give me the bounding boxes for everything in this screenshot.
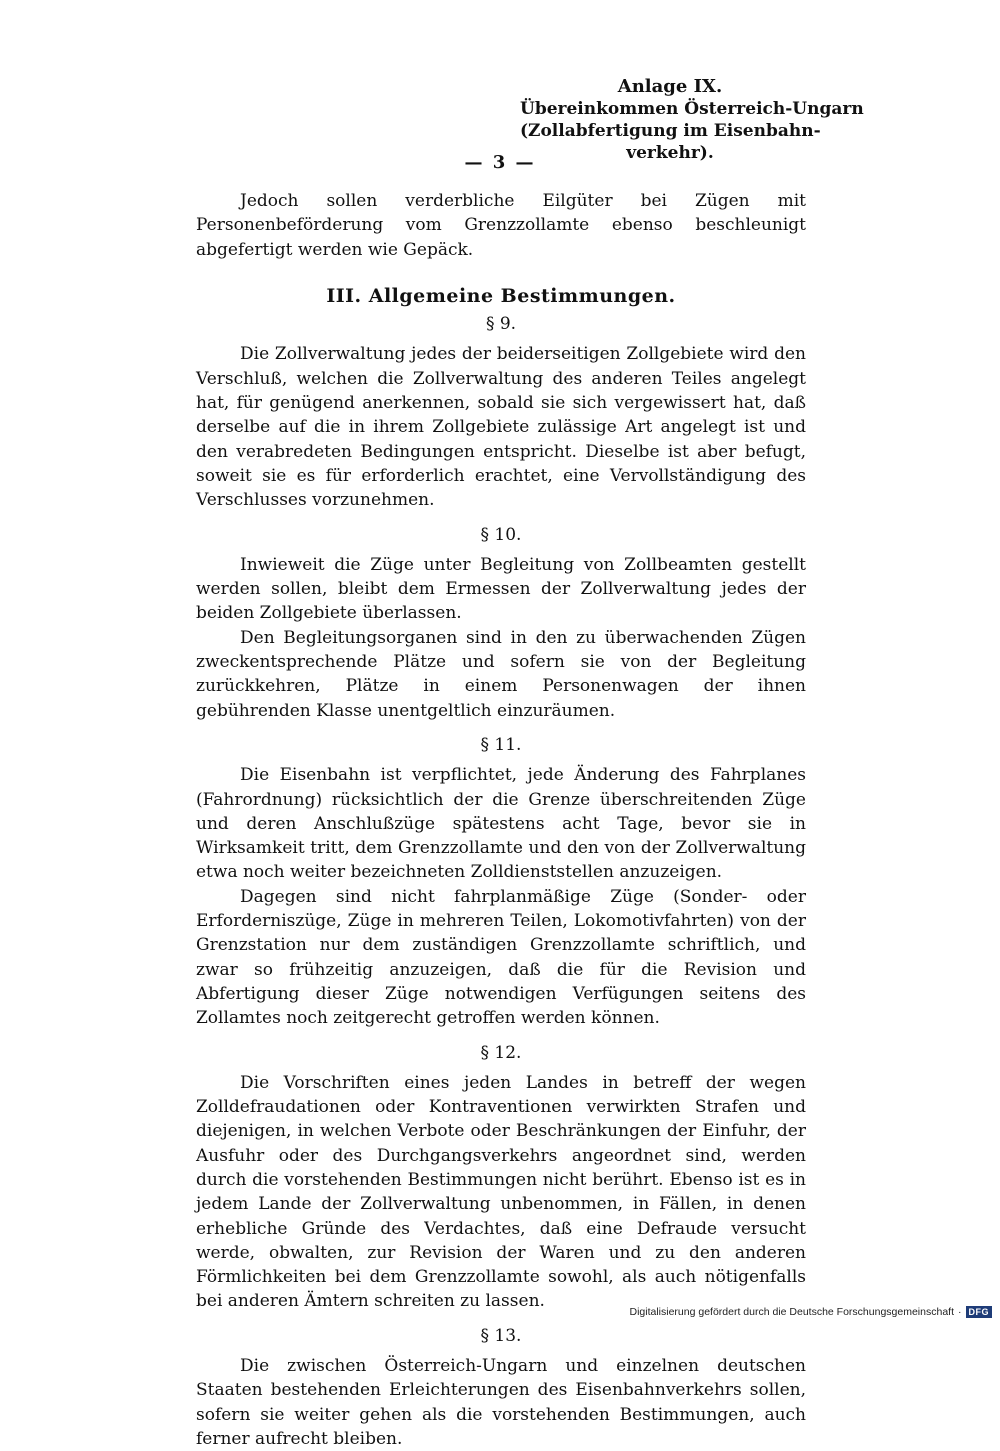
paragraph-sign: § 9. <box>485 314 517 335</box>
paragraph-sign: § 10. <box>480 524 522 545</box>
section-heading: III. Allgemeine Bestimmungen. <box>326 284 676 307</box>
document-body <box>196 189 806 1451</box>
dfg-logo: DFG <box>966 1306 993 1318</box>
paragraph-text: Die Vorschriften eines jeden Landes in betreff der wegen Zolldefraudationen oder Kontraventionen verwirkten Strafen und diejenigen, in welchen Verbote oder Beschränkungen der Einfuhr, der Ausfuhr oder des Durchgangsverkehrs angeordnet sind, werden durch die vorstehenden Bestimmungen nicht berührt. Ebenso ist es in jedem Lande der Zollverwaltung unbenommen, in Fällen, in denen erhebliche Gründe des Verdachtes, daß eine Defraude versucht werde, obwalten, zur Revision der Waren und zu den anderen Förmlichkeiten bei dem Grenzzollamte sowohl, als auch nötigenfalls bei anderen Ämtern schreiten zu lassen. <box>196 1072 806 1312</box>
annex-header <box>520 76 864 164</box>
paragraph-text: Dagegen sind nicht fahrplanmäßige Züge (Sonder- oder Erforderniszüge, Züge in mehreren Teilen, Lokomotivfahrten) von der Grenzstation nur dem zuständigen Grenzzollamte schriftlich, und zwar so frühzeitig anzuzeigen, daß die für die Revision und Abfertigung dieser Züge notwendigen Verfügungen seitens des Zollamtes noch zeitgerecht getroffen werden können. <box>196 886 806 1029</box>
paragraph-sign: § 12. <box>480 1042 522 1063</box>
page-number: — 3 — <box>464 152 536 173</box>
annex-line: verkehr). <box>626 143 714 163</box>
paragraph-text: Den Begleitungsorganen sind in den zu überwachenden Zügen zweckentsprechende Plätze und sofern sie von der Begleitung zurückkehren, Plätze in einem Personenwagen der ihnen gebührenden Klasse unentgeltlich einzuräumen. <box>196 627 806 721</box>
paragraph-text: Die Zollverwaltung jedes der beiderseitigen Zollgebiete wird den Verschluß, welchen die Zollverwaltung des anderen Teiles angelegt hat, für genügend anerkennen, sobald sie sich vergewissert hat, daß derselbe auf die in ihrem Zollgebiete zulässige Art angelegt ist und den verabredeten Bedingungen entspricht. Dieselbe ist aber befugt, soweit sie es für erforderlich erachtet, eine Vervollständigung des Verschlusses vorzunehmen. <box>196 344 806 511</box>
paragraph-sign: § 11. <box>480 734 522 755</box>
paragraph-text: Die Eisenbahn ist verpflichtet, jede Änderung des Fahrplanes (Fahrordnung) rücksichtlich der die Grenze überschreitenden Züge und deren Anschlußzüge spätestens acht Tage, bevor sie in Wirksamkeit tritt, dem Grenzzollamte und den von der Zollverwaltung etwa noch weiter bezeichneten Zolldienststellen anzuzeigen. <box>196 765 806 883</box>
annex-line: Übereinkommen Österreich-Ungarn <box>520 99 864 119</box>
annex-line: (Zollabfertigung im Eisenbahn- <box>520 121 821 141</box>
paragraph-sign: § 13. <box>480 1325 522 1346</box>
annex-title: Anlage IX. <box>617 76 723 97</box>
digitization-footer <box>629 1306 992 1318</box>
footer-separator: · <box>958 1306 962 1318</box>
intro-paragraph: Jedoch sollen verderbliche Eilgüter bei Zügen mit Personenbeförderung vom Grenzzollamte ebenso beschleunigt abgefertigt werden wie Gepäck. <box>196 191 806 260</box>
footer-credit: Digitalisierung gefördert durch die Deutsche Forschungsgemeinschaft <box>629 1306 954 1318</box>
paragraph-text: Inwieweit die Züge unter Begleitung von Zollbeamten gestellt werden sollen, bleibt dem Ermessen der Zollverwaltung jedes der beiden Zollgebiete überlassen. <box>196 554 806 624</box>
paragraph-text: Die zwischen Österreich-Ungarn und einzelnen deutschen Staaten bestehenden Erleichterungen des Eisenbahnverkehrs sollen, sofern sie weiter gehen als die vorstehenden Bestimmungen, auch ferner aufrecht bleiben. <box>196 1356 806 1449</box>
